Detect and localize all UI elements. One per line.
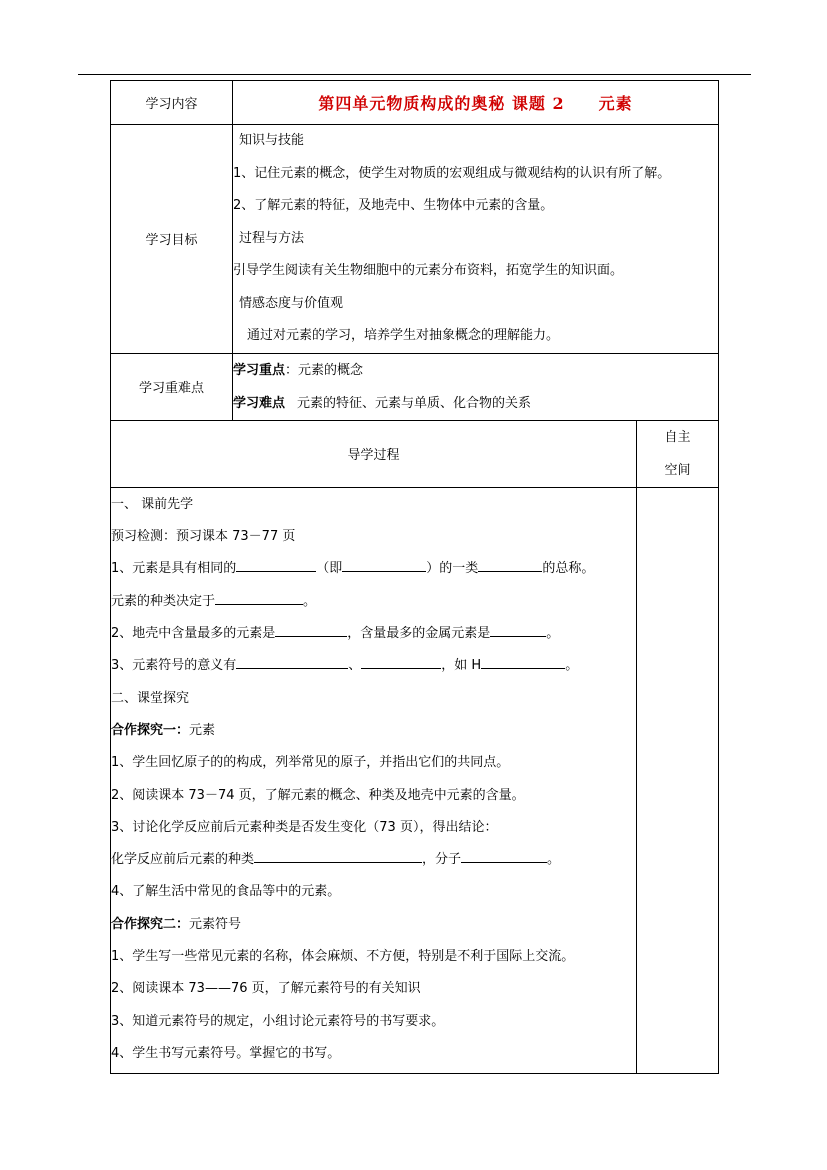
question-2-line: [111, 618, 636, 650]
cooperation-1-item-2: 2、阅读课本 73－74 页，了解元素的概念、种类及地壳中元素的含量。: [111, 787, 525, 803]
preview-line: 预习检测：预习课本 73－77 页: [111, 529, 296, 545]
title-row: [111, 81, 719, 125]
process-header-row: [111, 420, 719, 487]
blank-q2-2[interactable]: [490, 622, 546, 637]
cooperation-2-title: 元素符号: [189, 916, 242, 932]
focus-label: 学习重点: [233, 362, 286, 378]
self-space-line1: 自主: [664, 429, 691, 445]
self-space-label: [637, 420, 719, 487]
keypoints-row: [111, 353, 719, 420]
blank-q1-3[interactable]: [478, 557, 542, 572]
cooperation-1-item-3: 3、讨论化学反应前后元素种类是否发生变化（73 页），得出结论：: [111, 819, 498, 835]
cooperation-1-heading: [111, 715, 636, 747]
process-row: [111, 487, 719, 1073]
q1-text-c: ）的一类: [426, 561, 479, 577]
focus-line: [233, 354, 718, 387]
cooperation-1-title: 元素: [189, 722, 216, 738]
question-3-line: [111, 650, 636, 682]
difficulty-text: 元素的特征、元素与单质、化合物的关系: [297, 395, 532, 411]
section-2-heading: 二、课堂探究: [111, 690, 190, 706]
question-1-line: [111, 553, 636, 585]
process-heading: 过程与方法: [239, 230, 305, 246]
header-rule: [78, 74, 751, 75]
q1-text-d: 的总称。: [542, 561, 595, 577]
difficulty-label: 学习难点: [233, 395, 286, 411]
section-1-heading: 一、 课前先学: [111, 496, 194, 512]
objectives-label: 学习目标: [111, 125, 233, 354]
blank-q1-4[interactable]: [215, 590, 303, 605]
q3-text-c: ，如 H: [441, 658, 482, 674]
cooperation-1-item-1: 1、学生回忆原子的的构成，列举常见的原子，并指出它们的共同点。: [111, 755, 510, 771]
cooperation-1-item-4: 4、了解生活中常见的食品等中的元素。: [111, 884, 341, 900]
conclusion-text-b: ，分子: [422, 852, 462, 868]
q2-text-a: 2、地壳中含量最多的元素是: [111, 626, 276, 642]
blank-conclusion-1[interactable]: [254, 848, 422, 863]
guide-label: 导学过程: [111, 420, 637, 487]
blank-q1-1[interactable]: [236, 557, 316, 572]
q1-text-a: 1、元素是具有相同的: [111, 561, 237, 577]
cooperation-1-label: 合作探究一：: [111, 722, 190, 738]
blank-q2-1[interactable]: [275, 622, 347, 637]
blank-conclusion-2[interactable]: [461, 848, 547, 863]
q3-text-d: 。: [565, 658, 579, 674]
knowledge-item-1: 1、记住元素的概念，使学生对物质的宏观组成与微观结构的认识有所了解。: [233, 165, 671, 181]
process-content: [111, 487, 637, 1073]
conclusion-text-a: 化学反应前后元素的种类: [111, 852, 255, 868]
question-1-continued: [111, 586, 636, 618]
blank-q1-2[interactable]: [342, 557, 426, 572]
attitude-heading: 情感态度与价值观: [239, 295, 344, 311]
lesson-title: 第四单元物质构成的奥秘 课题 2 元素: [233, 81, 719, 125]
q2-text-c: 。: [546, 626, 560, 642]
q1-text-e: 元素的种类决定于: [111, 593, 216, 609]
q2-text-b: ，含量最多的金属元素是: [347, 626, 491, 642]
process-item-1: 引导学生阅读有关生物细胞中的元素分布资料，拓宽学生的知识面。: [233, 263, 624, 278]
difficulty-line: [233, 387, 718, 420]
content-label: 学习内容: [111, 81, 233, 125]
objectives-row: [111, 125, 719, 354]
conclusion-text-c: 。: [547, 852, 561, 868]
cooperation-2-label: 合作探究二：: [111, 916, 190, 932]
attitude-item-1: 通过对元素的学习，培养学生对抽象概念的理解能力。: [247, 328, 560, 343]
q1-text-f: 。: [303, 593, 317, 609]
lesson-plan-table: [110, 80, 719, 1074]
cooperation-1-conclusion: [111, 844, 636, 876]
knowledge-heading: 知识与技能: [239, 133, 305, 148]
blank-q3-3[interactable]: [481, 654, 565, 669]
self-space-area[interactable]: [637, 487, 719, 1073]
blank-q3-1[interactable]: [236, 654, 348, 669]
self-space-line2: 空间: [664, 462, 691, 478]
cooperation-2-item-3: 3、知道元素符号的规定，小组讨论元素符号的书写要求。: [111, 1013, 445, 1029]
q3-text-a: 3、元素符号的意义有: [111, 658, 237, 674]
objectives-content: [233, 125, 719, 354]
cooperation-2-item-4: 4、学生书写元素符号。掌握它的书写。: [111, 1045, 341, 1061]
knowledge-item-2: 2、了解元素的特征，及地壳中、生物体中元素的含量。: [233, 198, 554, 213]
focus-text: ：元素的概念: [285, 362, 364, 378]
blank-q3-2[interactable]: [361, 654, 441, 669]
q1-text-b: （即: [316, 561, 343, 577]
cooperation-2-heading: [111, 909, 636, 941]
cooperation-2-item-2: 2、阅读课本 73——76 页，了解元素符号的有关知识: [111, 981, 421, 997]
q3-text-b: 、: [348, 658, 362, 674]
keypoints-label: 学习重难点: [111, 353, 233, 420]
cooperation-2-item-1: 1、学生写一些常见元素的名称，体会麻烦、不方便，特别是不利于国际上交流。: [111, 949, 575, 965]
keypoints-content: [233, 353, 719, 420]
